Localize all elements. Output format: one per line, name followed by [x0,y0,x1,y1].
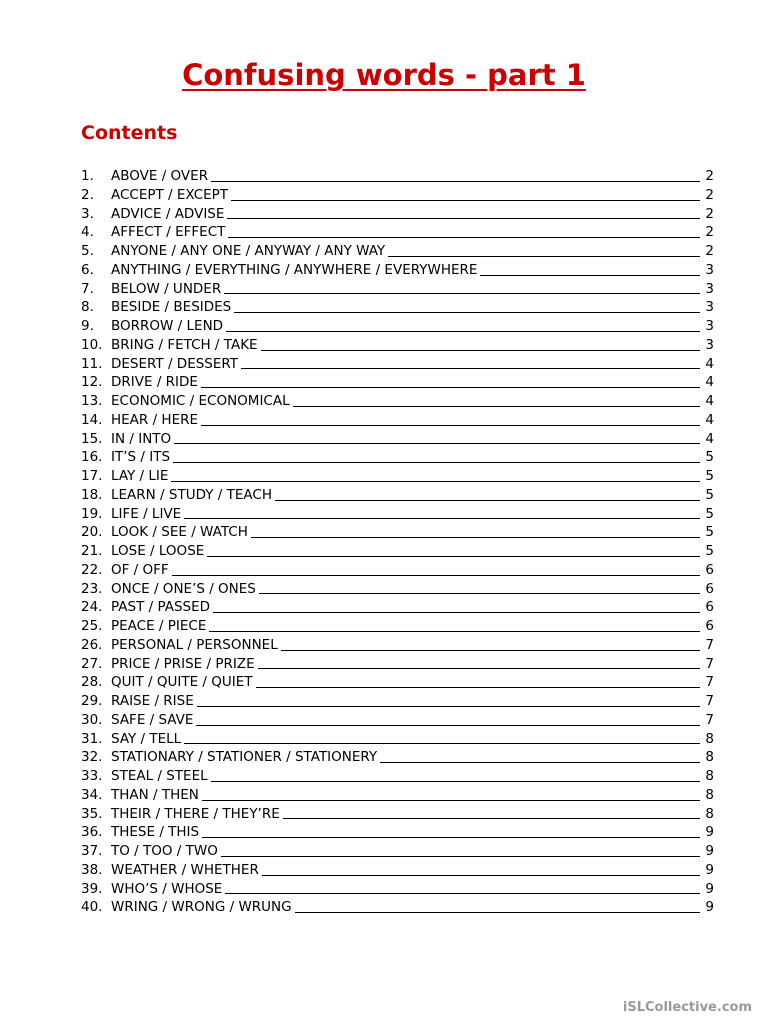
toc-entry-title: PRICE / PRISE / PRIZE [111,655,255,672]
toc-entry [81,598,714,617]
toc-entry-title: LEARN / STUDY / TEACH [111,486,272,503]
toc-entry-title: BELOW / UNDER [111,280,222,297]
toc-entry [81,298,714,317]
toc-leader-line [197,706,700,707]
toc-leader-line [251,537,700,538]
toc-entry-title: DRIVE / RIDE [111,374,198,391]
toc-entry-title: STATIONARY / STATIONER / STATIONERY [111,749,378,766]
toc-entry-number: 31. [81,730,103,747]
toc-leader-line [184,518,700,519]
toc-entry-number: 12. [81,374,103,391]
toc-entry [81,542,714,561]
toc-entry-number: 33. [81,768,103,784]
toc-entry-title: SAFE / SAVE [111,711,194,728]
toc-entry-number: 38. [81,861,103,878]
toc-entry-title: LOSE / LOOSE [111,543,205,559]
toc-entry-number: 14. [81,411,103,428]
toc-leader-line [225,893,700,894]
toc-entry [81,805,714,824]
toc-entry-number: 39. [81,880,103,897]
toc-entry-title: IT’S / ITS [111,449,171,466]
toc-leader-line [231,200,700,201]
toc-entry [81,223,714,242]
toc-entry-title: BESIDE / BESIDES [111,299,232,316]
toc-entry [81,880,714,899]
toc-leader-line [207,556,700,557]
toc-entry-page: 8 [705,768,714,784]
toc-entry-page: 6 [705,618,714,634]
toc-entry-number: 17. [81,468,103,484]
toc-entry-title: BORROW / LEND [111,318,224,334]
toc-entry-title: THESE / THIS [111,824,200,841]
toc-leader-line [227,218,700,219]
toc-entry-number: 32. [81,749,103,766]
toc-entry [81,186,714,205]
toc-leader-line [196,725,700,726]
toc-entry-page: 6 [705,561,714,578]
toc-entry-title: SAY / TELL [111,730,182,747]
toc-entry-page: 2 [705,205,714,222]
toc-leader-line [213,612,700,613]
toc-entry [81,655,714,674]
toc-entry [81,898,714,917]
toc-leader-line [293,406,700,407]
toc-entry-title: HEAR / HERE [111,411,199,428]
toc-entry-number: 5. [81,243,94,259]
toc-leader-line [174,443,700,444]
toc-entry-number: 23. [81,580,103,597]
toc-leader-line [228,237,700,238]
toc-entry-number: 29. [81,693,103,709]
toc-entry [81,486,714,505]
toc-entry-page: 8 [705,805,714,822]
toc-leader-line [221,856,700,857]
toc-leader-line [283,818,700,819]
toc-entry [81,673,714,692]
toc-entry [81,242,714,261]
toc-entry-title: AFFECT / EFFECT [111,224,226,241]
toc-entry-number: 25. [81,618,103,634]
toc-entry-title: LIFE / LIVE [111,505,182,522]
toc-entry-page: 2 [705,243,714,259]
toc-leader-line [184,743,700,744]
toc-entry [81,636,714,655]
toc-entry-title: DESERT / DESSERT [111,355,239,372]
toc-entry-number: 4. [81,224,94,241]
toc-leader-line [380,762,700,763]
toc-leader-line [256,687,700,688]
toc-leader-line [211,781,700,782]
toc-leader-line [480,275,700,276]
toc-leader-line [258,668,700,669]
toc-entry [81,411,714,430]
toc-entry [81,561,714,580]
toc-entry [81,261,714,280]
toc-leader-line [211,181,700,182]
toc-entry-number: 7. [81,280,94,297]
toc-entry-number: 35. [81,805,103,822]
toc-entry [81,392,714,411]
toc-entry-page: 2 [705,224,714,241]
toc-entry-page: 5 [705,449,714,466]
toc-entry [81,467,714,486]
toc-entry [81,842,714,861]
toc-entry [81,523,714,542]
toc-entry-number: 13. [81,393,103,409]
toc-entry-title: ADVICE / ADVISE [111,205,225,222]
toc-entry-title: PAST / PASSED [111,599,211,616]
toc-entry [81,336,714,355]
toc-entry [81,692,714,711]
toc-leader-line [388,256,700,257]
toc-leader-line [226,331,700,332]
toc-entry [81,861,714,880]
toc-entry-title: WHO’S / WHOSE [111,880,223,897]
toc-entry-page: 4 [705,430,714,447]
toc-leader-line [234,312,700,313]
toc-entry-page: 3 [705,318,714,334]
toc-entry [81,730,714,749]
toc-entry-page: 8 [705,749,714,766]
toc-entry-number: 20. [81,524,103,541]
toc-leader-line [241,368,700,369]
toc-entry-number: 16. [81,449,103,466]
toc-leader-line [172,575,700,576]
toc-entry-page: 6 [705,599,714,616]
toc-leader-line [295,912,700,913]
toc-leader-line [171,481,700,482]
toc-entry-number: 26. [81,636,103,653]
page-title: Confusing words - part 1 [182,58,586,92]
toc-entry-title: ACCEPT / EXCEPT [111,186,229,203]
toc-entry-number: 30. [81,711,103,728]
toc-entry [81,373,714,392]
toc-entry-title: WEATHER / WHETHER [111,861,259,878]
footer-watermark: iSLCollective.com [622,1000,752,1015]
toc-entry-number: 22. [81,561,103,578]
toc-entry-page: 4 [705,355,714,372]
toc-leader-line [262,875,700,876]
toc-entry-number: 6. [81,261,94,278]
toc-entry-page: 4 [705,393,714,409]
toc-entry-title: WRING / WRONG / WRUNG [111,899,292,916]
toc-entry-title: BRING / FETCH / TAKE [111,336,258,353]
toc-entry-title: ANYTHING / EVERYTHING / ANYWHERE / EVERYWHERE [111,261,478,278]
toc-entry-number: 10. [81,336,103,353]
toc-entry-number: 19. [81,505,103,522]
toc-entry-number: 9. [81,318,94,334]
toc-entry-title: RAISE / RISE [111,693,194,709]
toc-entry-title: ANYONE / ANY ONE / ANYWAY / ANY WAY [111,243,386,259]
contents-heading: Contents [81,122,178,144]
toc-entry-number: 2. [81,186,94,203]
toc-entry-number: 8. [81,299,94,316]
toc-entry-title: STEAL / STEEL [111,768,208,784]
toc-entry [81,823,714,842]
toc-entry-number: 27. [81,655,103,672]
toc-entry-title: THAN / THEN [111,786,199,803]
toc-leader-line [261,350,700,351]
toc-entry-title: ECONOMIC / ECONOMICAL [111,393,290,409]
toc-entry [81,711,714,730]
toc-leader-line [173,462,700,463]
toc-entry-page: 9 [705,861,714,878]
toc-entry-page: 5 [705,468,714,484]
toc-entry-title: THEIR / THERE / THEY’RE [111,805,280,822]
toc-entry-page: 5 [705,486,714,503]
toc-entry-page: 9 [705,899,714,916]
toc-entry-page: 7 [705,636,714,653]
toc-leader-line [201,425,700,426]
toc-leader-line [281,650,700,651]
toc-entry-page: 7 [705,674,714,691]
toc-entry-number: 34. [81,786,103,803]
toc-leader-line [202,800,700,801]
toc-entry [81,617,714,636]
toc-entry-number: 21. [81,543,103,559]
toc-entry-page: 4 [705,374,714,391]
toc-entry-number: 11. [81,355,103,372]
toc-entry-page: 2 [705,186,714,203]
table-of-contents [81,167,714,917]
toc-entry-page: 2 [705,168,714,184]
toc-entry-page: 7 [705,711,714,728]
toc-entry-number: 15. [81,430,103,447]
toc-entry [81,505,714,524]
toc-entry-page: 3 [705,299,714,316]
toc-entry-number: 18. [81,486,103,503]
toc-entry-page: 3 [705,336,714,353]
toc-entry-title: ONCE / ONE’S / ONES [111,580,256,597]
toc-entry-title: TO / TOO / TWO [111,843,218,859]
toc-entry [81,767,714,786]
toc-entry-number: 28. [81,674,103,691]
toc-entry-title: IN / INTO [111,430,172,447]
toc-entry-title: LAY / LIE [111,468,169,484]
toc-entry-number: 36. [81,824,103,841]
toc-entry-page: 9 [705,843,714,859]
toc-entry-page: 5 [705,543,714,559]
toc-entry-number: 40. [81,899,103,916]
toc-entry [81,280,714,299]
toc-leader-line [201,387,700,388]
toc-entry-title: PERSONAL / PERSONNEL [111,636,278,653]
toc-entry-number: 24. [81,599,103,616]
toc-entry-number: 1. [81,168,94,184]
toc-entry-number: 37. [81,843,103,859]
toc-entry [81,205,714,224]
toc-entry-title: ABOVE / OVER [111,168,209,184]
toc-entry [81,786,714,805]
toc-entry-page: 5 [705,505,714,522]
toc-entry-title: QUIT / QUITE / QUIET [111,674,253,691]
toc-entry-page: 7 [705,693,714,709]
toc-entry [81,748,714,767]
toc-entry-page: 3 [705,261,714,278]
toc-leader-line [209,631,700,632]
toc-entry-page: 5 [705,524,714,541]
toc-entry-page: 8 [705,786,714,803]
toc-leader-line [259,593,700,594]
toc-entry-title: PEACE / PIECE [111,618,207,634]
toc-entry [81,580,714,599]
toc-entry [81,448,714,467]
toc-entry-page: 9 [705,824,714,841]
toc-entry [81,167,714,186]
toc-entry-page: 7 [705,655,714,672]
toc-entry [81,317,714,336]
toc-leader-line [275,500,700,501]
toc-entry-page: 8 [705,730,714,747]
toc-entry-title: LOOK / SEE / WATCH [111,524,248,541]
toc-entry-page: 4 [705,411,714,428]
toc-entry-page: 3 [705,280,714,297]
toc-entry [81,430,714,449]
toc-leader-line [224,293,700,294]
toc-entry-page: 9 [705,880,714,897]
toc-entry-page: 6 [705,580,714,597]
toc-leader-line [202,837,700,838]
toc-entry-number: 3. [81,205,94,222]
toc-entry [81,355,714,374]
toc-entry-title: OF / OFF [111,561,169,578]
